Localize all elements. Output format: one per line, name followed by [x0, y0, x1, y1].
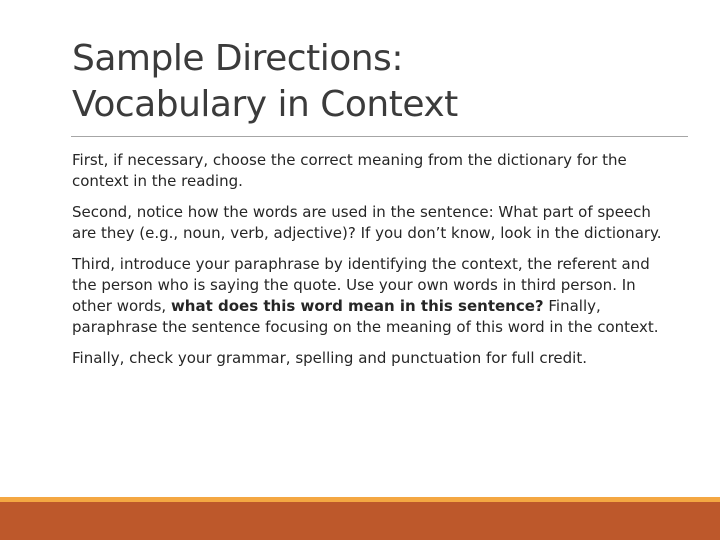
- title-divider: [71, 136, 688, 137]
- title-line-1: Sample Directions:: [72, 38, 403, 79]
- footer-bar: [0, 502, 720, 540]
- paragraph-third-end: Finally, paraphrase the sentence focusing on the meaning of this word in the context.: [72, 297, 659, 336]
- title-line-2: Vocabulary in Context: [72, 84, 458, 125]
- paragraph-third-intro: Third, introduce your paraphrase by identifying the context, the referent and the person who is saying the quote. Use your own words in third person. In other words,: [72, 255, 650, 315]
- paragraph-third-emphasis: what does this word mean in this sentence?: [170, 297, 544, 315]
- paragraph-third: [72, 254, 662, 338]
- slide-body: [72, 150, 662, 379]
- slide-title: [72, 36, 672, 128]
- paragraph-fourth: Finally, check your grammar, spelling and punctuation for full credit.: [72, 349, 587, 367]
- paragraph-first: First, if necessary, choose the correct meaning from the dictionary for the context in the reading.: [72, 151, 627, 190]
- paragraph-second: Second, notice how the words are used in the sentence: What part of speech are they (e.g., noun, verb, adjective)? If you don’t know, look in the dictionary.: [72, 203, 662, 242]
